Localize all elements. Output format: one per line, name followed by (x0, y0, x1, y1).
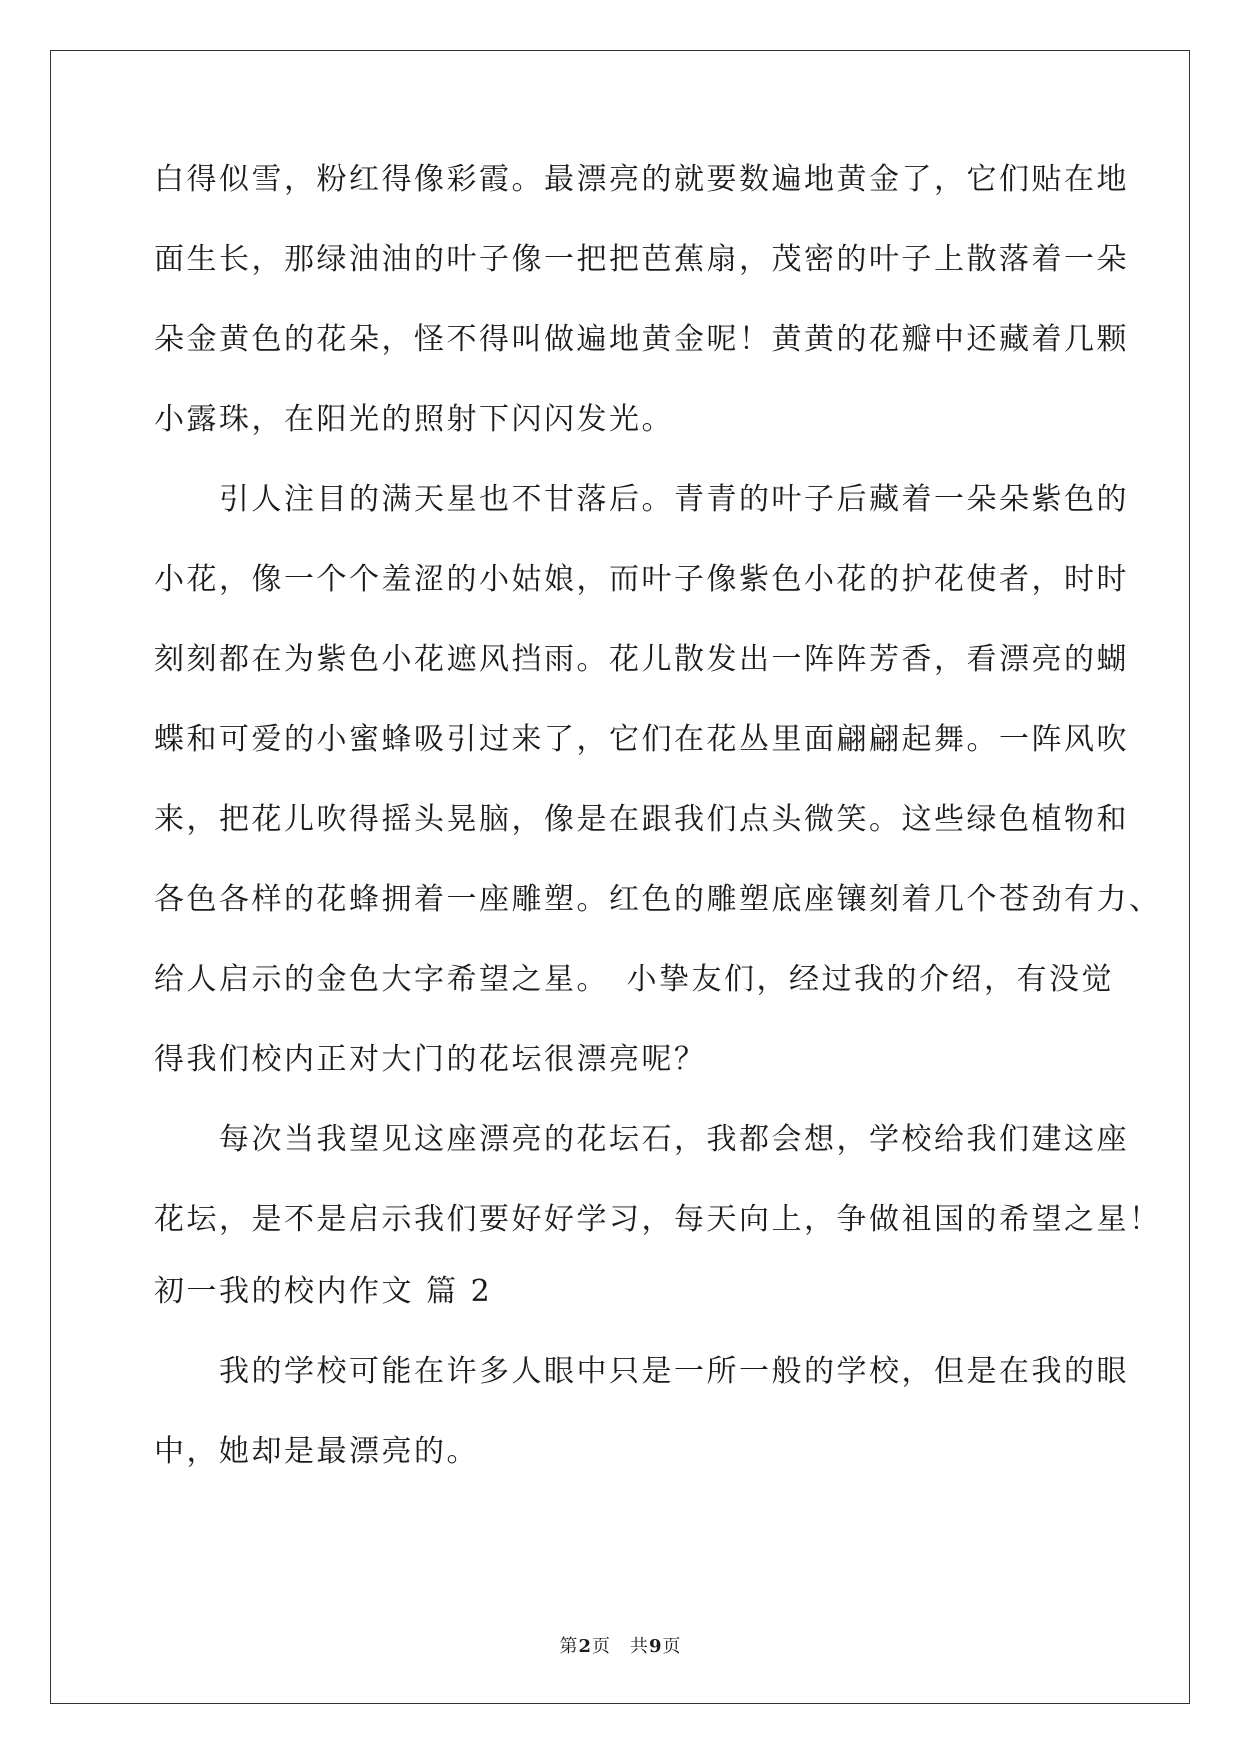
text-line: 刻刻都在为紫色小花遮风挡雨。花儿散发出一阵阵芳香，看漂亮的蝴 (154, 642, 1129, 677)
text-line: 花坛，是不是启示我们要好好学习，每天向上，争做祖国的希望之星！ (154, 1202, 1162, 1237)
footer-suffix: 页 (662, 1636, 682, 1657)
text-line: 小露珠，在阳光的照射下闪闪发光。 (154, 402, 674, 437)
text-line: 朵金黄色的花朵，怪不得叫做遍地黄金呢！黄黄的花瓣中还藏着几颗 (154, 322, 1129, 357)
footer-prefix: 第 (559, 1636, 579, 1657)
text-line: 面生长，那绿油油的叶子像一把把芭蕉扇，茂密的叶子上散落着一朵 (154, 242, 1129, 277)
paragraph-start-line: 我的学校可能在许多人眼中只是一所一般的学校，但是在我的眼 (154, 1354, 1129, 1389)
text-line: 小花，像一个个羞涩的小姑娘，而叶子像紫色小花的护花使者，时时 (154, 562, 1129, 597)
text-line: 各色各样的花蜂拥着一座雕塑。红色的雕塑底座镶刻着几个苍劲有力、 (154, 882, 1162, 917)
text-line: 得我们校内正对大门的花坛很漂亮呢？ (154, 1042, 707, 1077)
document-body (154, 160, 1162, 1512)
text-line: 白得似雪，粉红得像彩霞。最漂亮的就要数遍地黄金了，它们贴在地 (154, 162, 1129, 197)
text-line: 来，把花儿吹得摇头晃脑，像是在跟我们点头微笑。这些绿色植物和 (154, 802, 1129, 837)
total-pages-number: 9 (649, 1636, 663, 1657)
text-line: 蝶和可爱的小蜜蜂吸引过来了，它们在花丛里面翩翩起舞。一阵风吹 (154, 722, 1129, 757)
text-line: 中，她却是最漂亮的。 (154, 1434, 479, 1469)
page-footer (0, 1632, 1241, 1658)
paragraph-start-line: 每次当我望见这座漂亮的花坛石，我都会想，学校给我们建这座 (154, 1122, 1129, 1157)
section-heading: 初一我的校内作文 篇 2 (154, 1274, 493, 1309)
current-page-number: 2 (578, 1636, 592, 1657)
footer-middle: 页 共 (592, 1636, 649, 1657)
paragraph-start-line: 引人注目的满天星也不甘落后。青青的叶子后藏着一朵朵紫色的 (154, 482, 1129, 517)
text-line: 给人启示的金色大字希望之星。 小挚友们，经过我的介绍，有没觉 (154, 962, 1114, 997)
